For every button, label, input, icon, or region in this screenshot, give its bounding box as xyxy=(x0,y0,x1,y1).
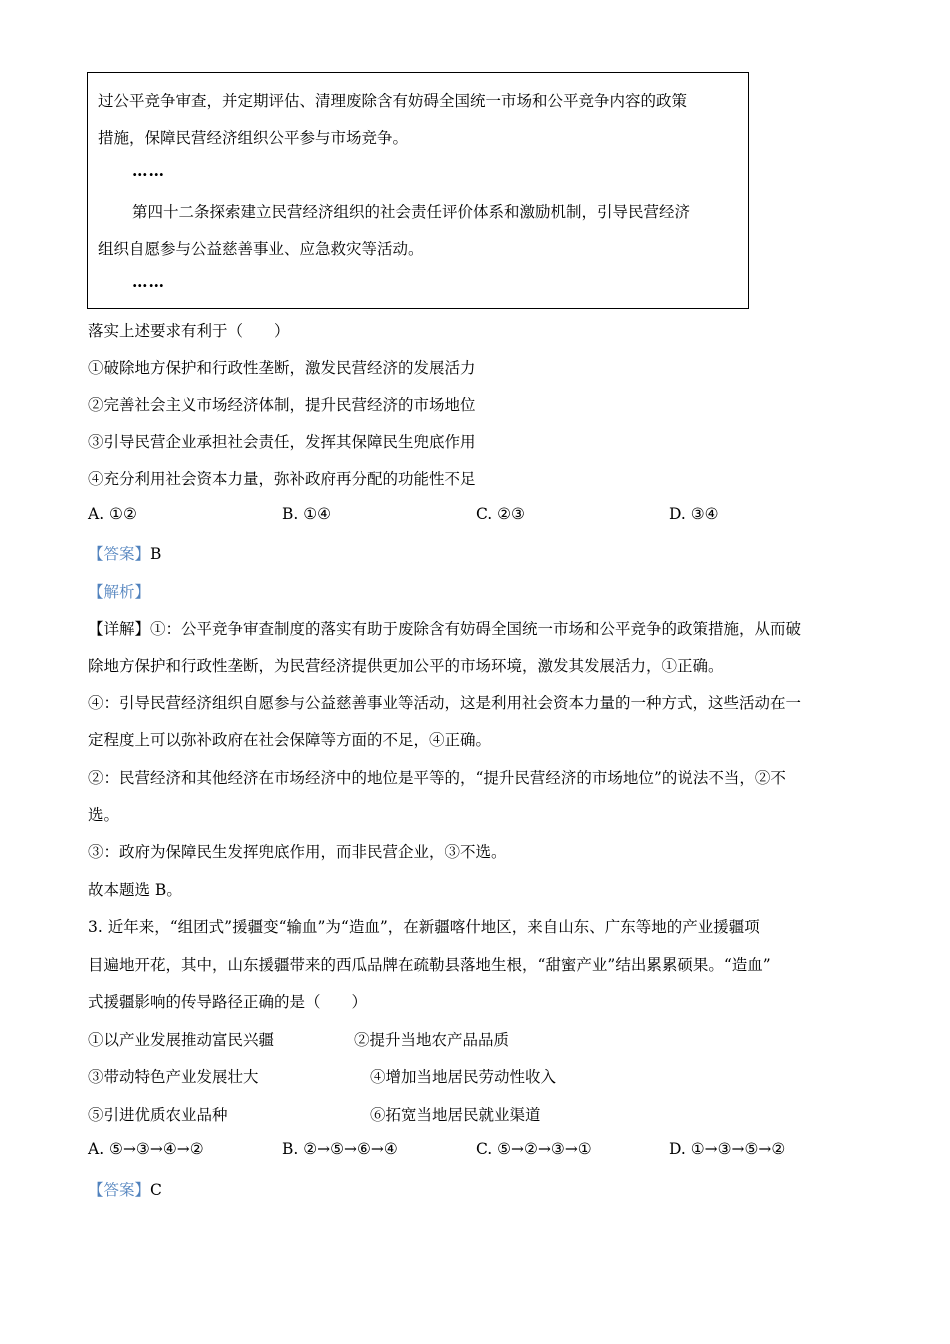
q2-stem: 落实上述要求有利于（ ） xyxy=(88,322,290,340)
q3-item-1: ①以产业发展推动富民兴疆 xyxy=(88,1031,275,1049)
q2-choice-a: A. ①② xyxy=(88,505,137,523)
detail-line-4: 定程度上可以弥补政府在社会保障等方面的不足，④正确。 xyxy=(88,731,492,749)
q2-item-2: ②完善社会主义市场经济体制，提升民营经济的市场地位 xyxy=(88,396,476,414)
q3-choice-a: A. ⑤→③→④→② xyxy=(88,1140,204,1158)
q3-stem-3: 式援疆影响的传导路径正确的是（ ） xyxy=(88,993,368,1011)
quote-line-2: 措施，保障民营经济组织公平参与市场竞争。 xyxy=(98,129,409,147)
q3-stem-1: 3. 近年来，“组团式”援疆变“输血”为“造血”，在新疆喀什地区，来自山东、广东等地的产业援疆项 xyxy=(88,918,760,936)
q3-item-5: ⑤引进优质农业品种 xyxy=(88,1106,228,1124)
q3-answer-tag: 【答案】 xyxy=(88,1181,151,1199)
q3-stem-2: 目遍地开花，其中，山东援疆带来的西瓜品牌在疏勒县落地生根，“甜蜜产业”结出累累硕果。“造血” xyxy=(88,956,771,974)
quote-box xyxy=(87,72,749,309)
detail-line-8: 故本题选 B。 xyxy=(88,881,182,899)
detail-line-6: 选。 xyxy=(88,806,120,824)
detail-line-1 xyxy=(88,617,801,639)
q2-item-1: ①破除地方保护和行政性垄断，激发民营经济的发展活力 xyxy=(88,359,476,377)
q3-item-2: ②提升当地农产品品质 xyxy=(354,1031,510,1049)
detail-line-7: ③：政府为保障民生发挥兜底作用，而非民营企业，③不选。 xyxy=(88,843,507,861)
quote-line-3: 第四十二条探索建立民营经济组织的社会责任评价体系和激励机制，引导民营经济 xyxy=(132,203,691,221)
quote-ellipsis-1: …… xyxy=(132,161,165,180)
q2-choice-d: D. ③④ xyxy=(669,505,719,523)
answer-tag: 【答案】 xyxy=(88,545,151,563)
q2-choice-c: C. ②③ xyxy=(476,505,525,523)
quote-line-1: 过公平竞争审查，并定期评估、清理废除含有妨碍全国统一市场和公平竞争内容的政策 xyxy=(98,92,688,110)
detail-line-3: ④：引导民营经济组织自愿参与公益慈善事业等活动，这是利用社会资本力量的一种方式，这些活动在一 xyxy=(88,694,802,712)
q2-answer-line xyxy=(88,542,161,564)
q3-item-6: ⑥拓宽当地居民就业渠道 xyxy=(370,1106,541,1124)
q3-choice-d: D. ①→③→⑤→② xyxy=(669,1140,786,1158)
detail-tag: 【详解】 xyxy=(88,620,151,638)
analysis-tag: 【解析】 xyxy=(88,583,151,601)
q3-answer-line xyxy=(88,1178,162,1200)
analysis-line xyxy=(88,580,150,602)
q3-choice-b: B. ②→⑤→⑥→④ xyxy=(282,1140,398,1158)
detail-text-1: ①：公平竞争审查制度的落实有助于废除含有妨碍全国统一市场和公平竞争的政策措施，从而破 xyxy=(150,620,802,638)
quote-ellipsis-2: …… xyxy=(132,272,165,291)
quote-line-4: 组织自愿参与公益慈善事业、应急救灾等活动。 xyxy=(98,240,424,258)
detail-line-5: ②：民营经济和其他经济在市场经济中的地位是平等的，“提升民营经济的市场地位”的说法不当，②不 xyxy=(88,769,786,787)
q3-item-4: ④增加当地居民劳动性收入 xyxy=(370,1068,557,1086)
q3-choice-c: C. ⑤→②→③→① xyxy=(476,1140,592,1158)
q3-answer-value: C xyxy=(150,1181,162,1199)
answer-value: B xyxy=(150,545,162,563)
q2-choice-b: B. ①④ xyxy=(282,505,332,523)
q2-item-3: ③引导民营企业承担社会责任，发挥其保障民生兜底作用 xyxy=(88,433,476,451)
q2-item-4: ④充分利用社会资本力量，弥补政府再分配的功能性不足 xyxy=(88,470,476,488)
detail-line-2: 除地方保护和行政性垄断，为民营经济提供更加公平的市场环境，激发其发展活力，①正确。 xyxy=(88,657,724,675)
q3-item-3: ③带动特色产业发展壮大 xyxy=(88,1068,259,1086)
